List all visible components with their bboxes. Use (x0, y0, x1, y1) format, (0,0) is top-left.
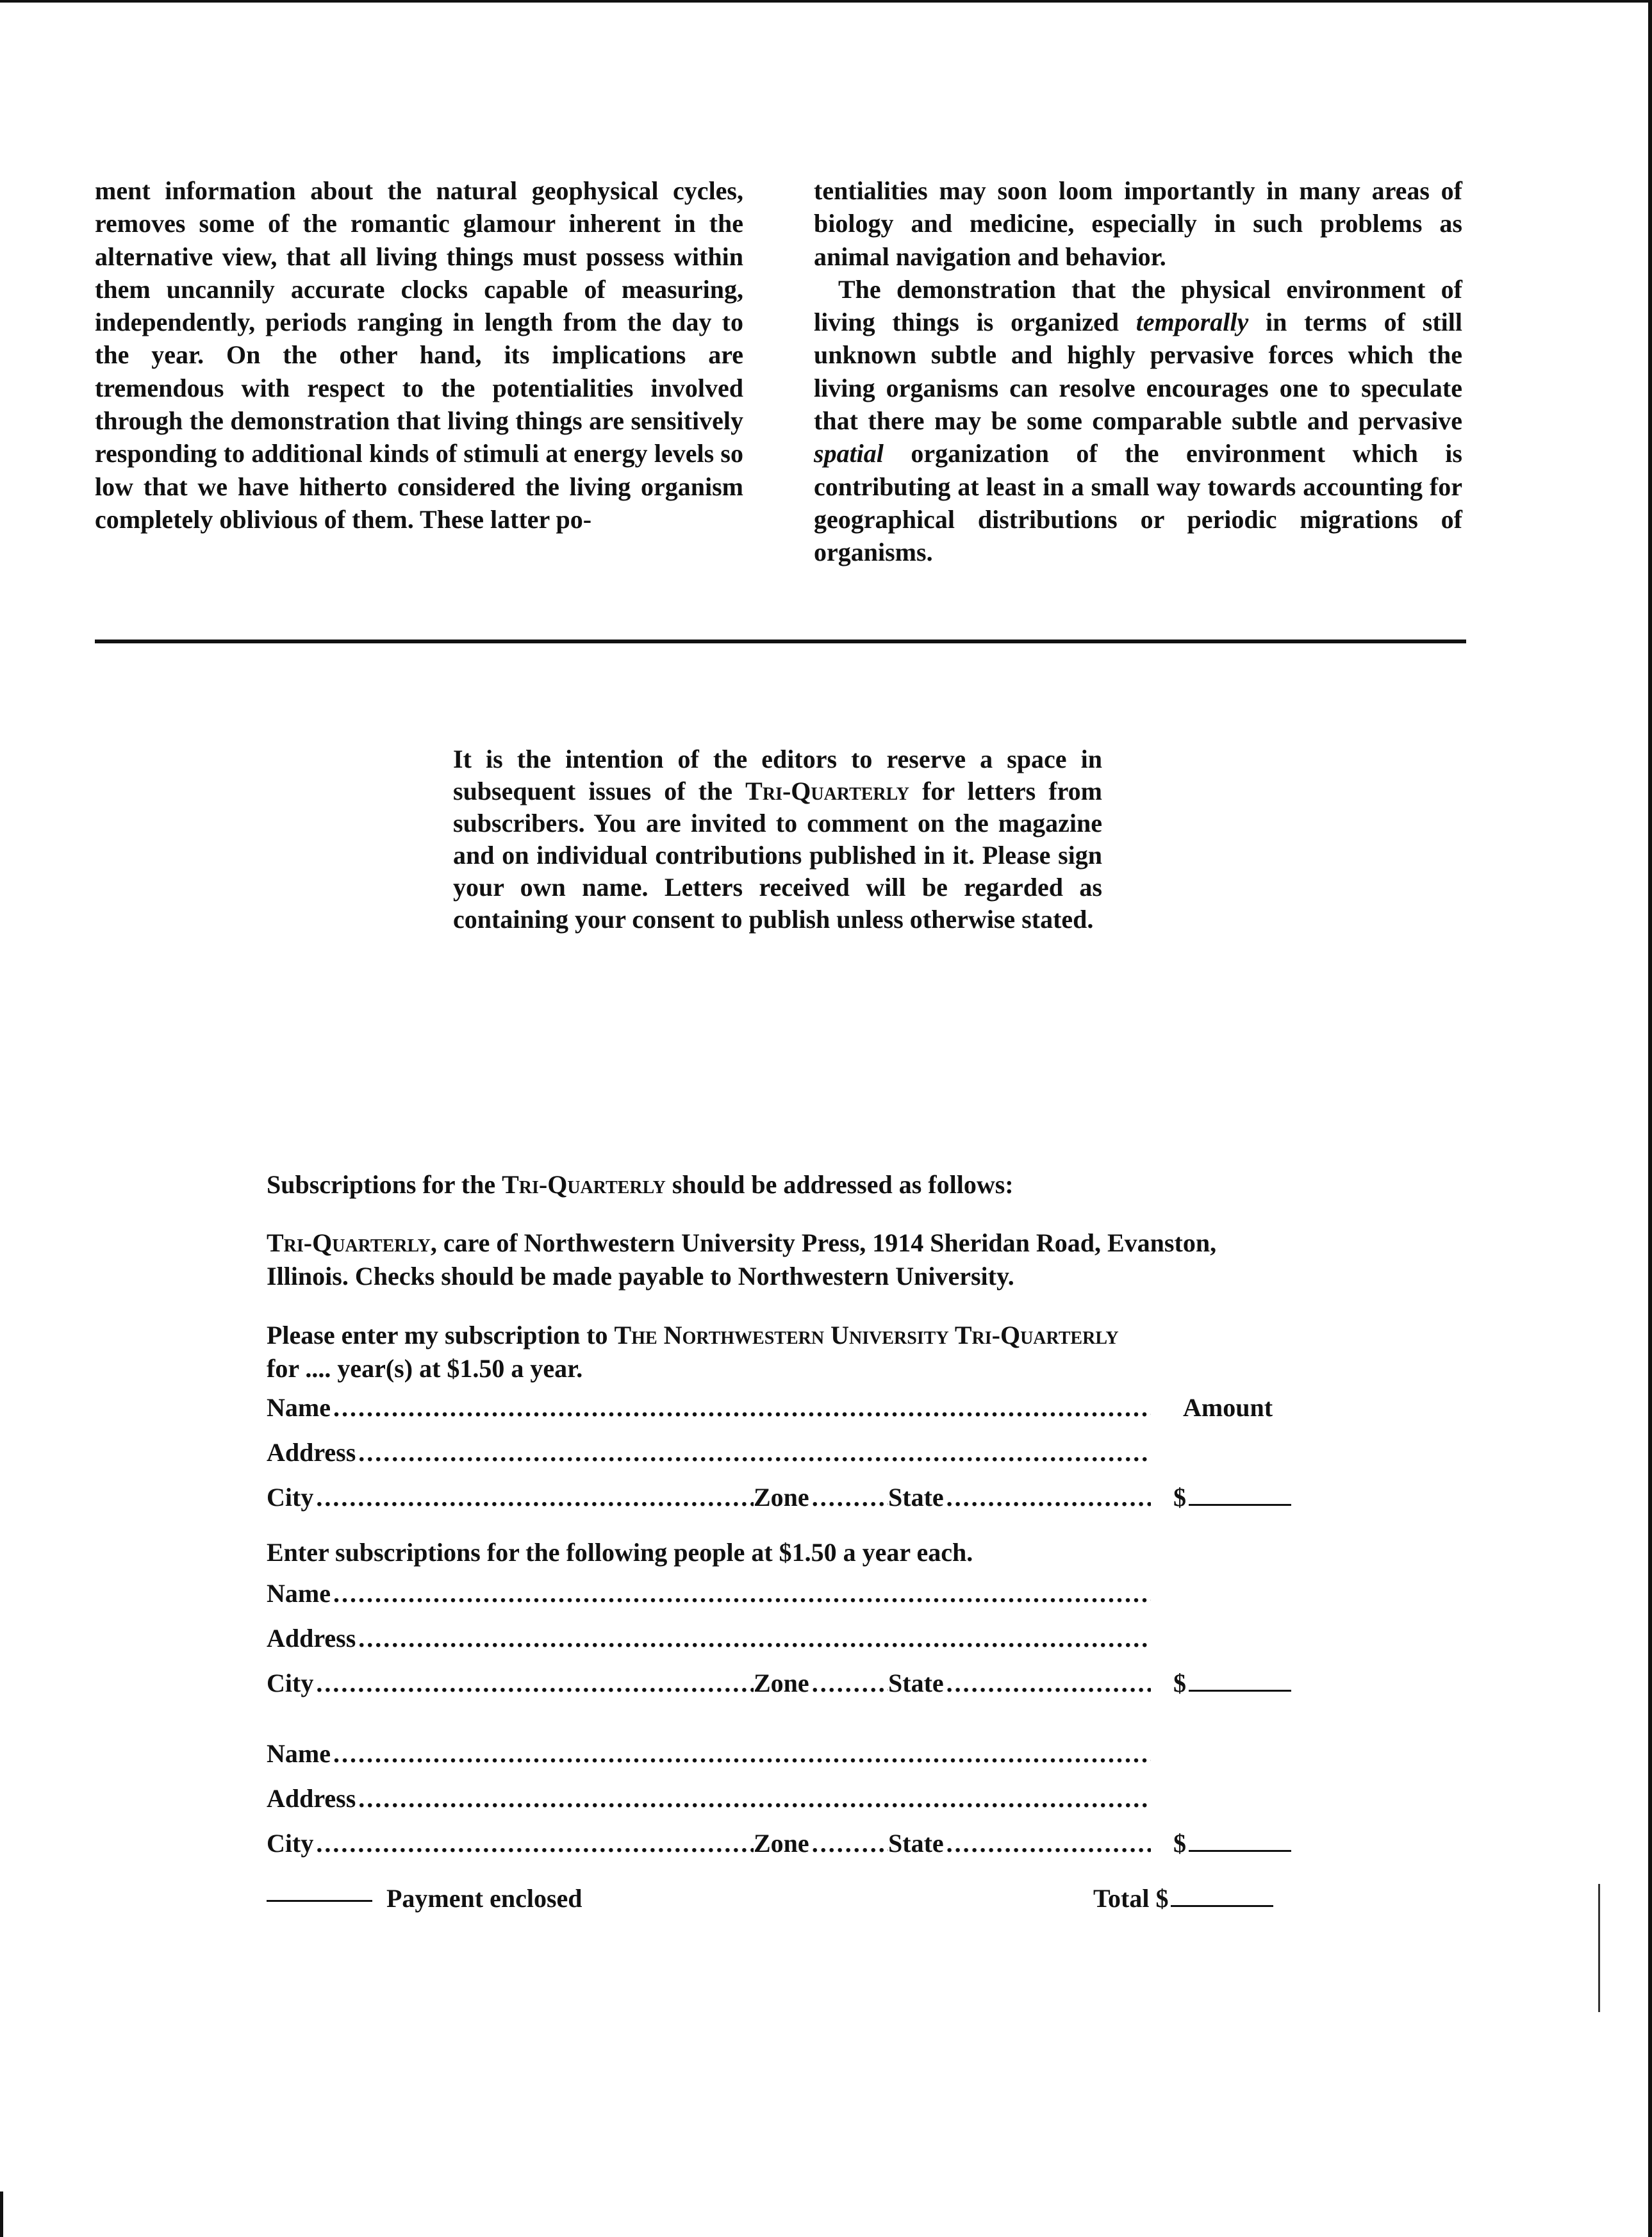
emphasis-spatial: spatial (814, 439, 884, 468)
gift1-city-zone-state-field[interactable]: City ..... Zone ..... State ..... $ (267, 1661, 1292, 1706)
article-right-column (814, 174, 1462, 569)
article-right-paragraph-1: tentialities may soon loom importantly in many areas of biology and medicine, especially in such problems as animal navigation and behavior. (814, 176, 1462, 271)
gift1-address-field[interactable]: Address ..... (267, 1616, 1292, 1661)
own-name-field[interactable]: Name ..... Amount (267, 1385, 1292, 1430)
section-divider (95, 640, 1466, 643)
gift1-name-field[interactable]: Name ..... (267, 1571, 1292, 1616)
scan-edge-left (0, 2192, 3, 2237)
own-address-field[interactable]: Address ..... (267, 1430, 1292, 1475)
gift2-name-field[interactable]: Name ..... (267, 1731, 1292, 1776)
own-city-zone-state-field[interactable]: City ..... Zone ..... State ..... $ (267, 1475, 1292, 1520)
editors-notice: It is the intention of the editors to reserve a space in subsequent issues of the Tri-Quarterly for letters from subscribers. You are invited to comment on the magazine and on individual contributions published in it. Please sign your own name. Letters received will be regarded as containing your consent to publish unless otherwise stated. (453, 745, 1102, 934)
amount-heading: Amount (1183, 1393, 1273, 1422)
article-left-paragraph: ment information about the natural geophysical cycles, removes some of the romantic glamour inherent in the alternative view, that all living things must possess within them uncannily accurate clocks capable of measuring, independently, periods ranging in length from the day to the year. On the other hand, its implications are tremendous with respect to the potentialities involved through the demonstration that living things are sensitively responding to additional kinds of stimuli at energy levels so low that we have hitherto considered the living organism completely oblivious of them. These latter po- (95, 176, 743, 534)
gift1-amount-blank[interactable]: $ (1173, 1661, 1291, 1706)
gift2-address-field[interactable]: Address ..... (267, 1776, 1292, 1821)
magazine-full-title: The Northwestern University Tri-Quarterly (614, 1321, 1119, 1350)
subscription-request: Please enter my subscription to The Northwestern University Tri-Quarterly for .... year(s) at $1.50 a year. (267, 1321, 1119, 1383)
mailing-address: Tri-Quarterly, care of Northwestern University Press, 1914 Sheridan Road, Evanston, Illinois. Checks should be made payable to Northwestern University. (267, 1228, 1217, 1291)
article-left-column (95, 174, 743, 536)
scan-edge-right (1648, 0, 1652, 2237)
payment-total-row (267, 1876, 1292, 1921)
emphasis-temporally: temporally (1136, 308, 1249, 337)
margin-mark (1598, 1884, 1600, 2012)
payment-enclosed-label: Payment enclosed (386, 1884, 582, 1913)
total-amount-blank[interactable]: Total $ (1093, 1876, 1273, 1921)
magazine-name: Tri-Quarterly (745, 777, 909, 805)
gift2-city-zone-state-field[interactable]: City ..... Zone ..... State ..... $ (267, 1821, 1292, 1866)
gift-subscriptions-heading: Enter subscriptions for the following people at $1.50 a year each. (267, 1538, 973, 1567)
subscription-intro: Subscriptions for the Tri-Quarterly should be addressed as follows: (267, 1170, 1014, 1199)
payment-checkbox-line[interactable] (267, 1900, 372, 1902)
gift2-amount-blank[interactable]: $ (1173, 1821, 1291, 1866)
scan-edge-top (0, 0, 1652, 3)
article-right-paragraph-2: The demonstration that the physical environment of living things is organized temporally in terms of still unknown subtle and highly pervasive forces which the living organisms can resolve encourages one to speculate that there may be some comparable subtle and pervasive spatial organization of the environment which is contributing at least in a small way towards accounting for geographical distributions or periodic migrations of organisms. (814, 274, 1462, 567)
own-amount-blank[interactable]: $ (1173, 1475, 1291, 1520)
subscription-form (267, 1169, 1292, 1921)
